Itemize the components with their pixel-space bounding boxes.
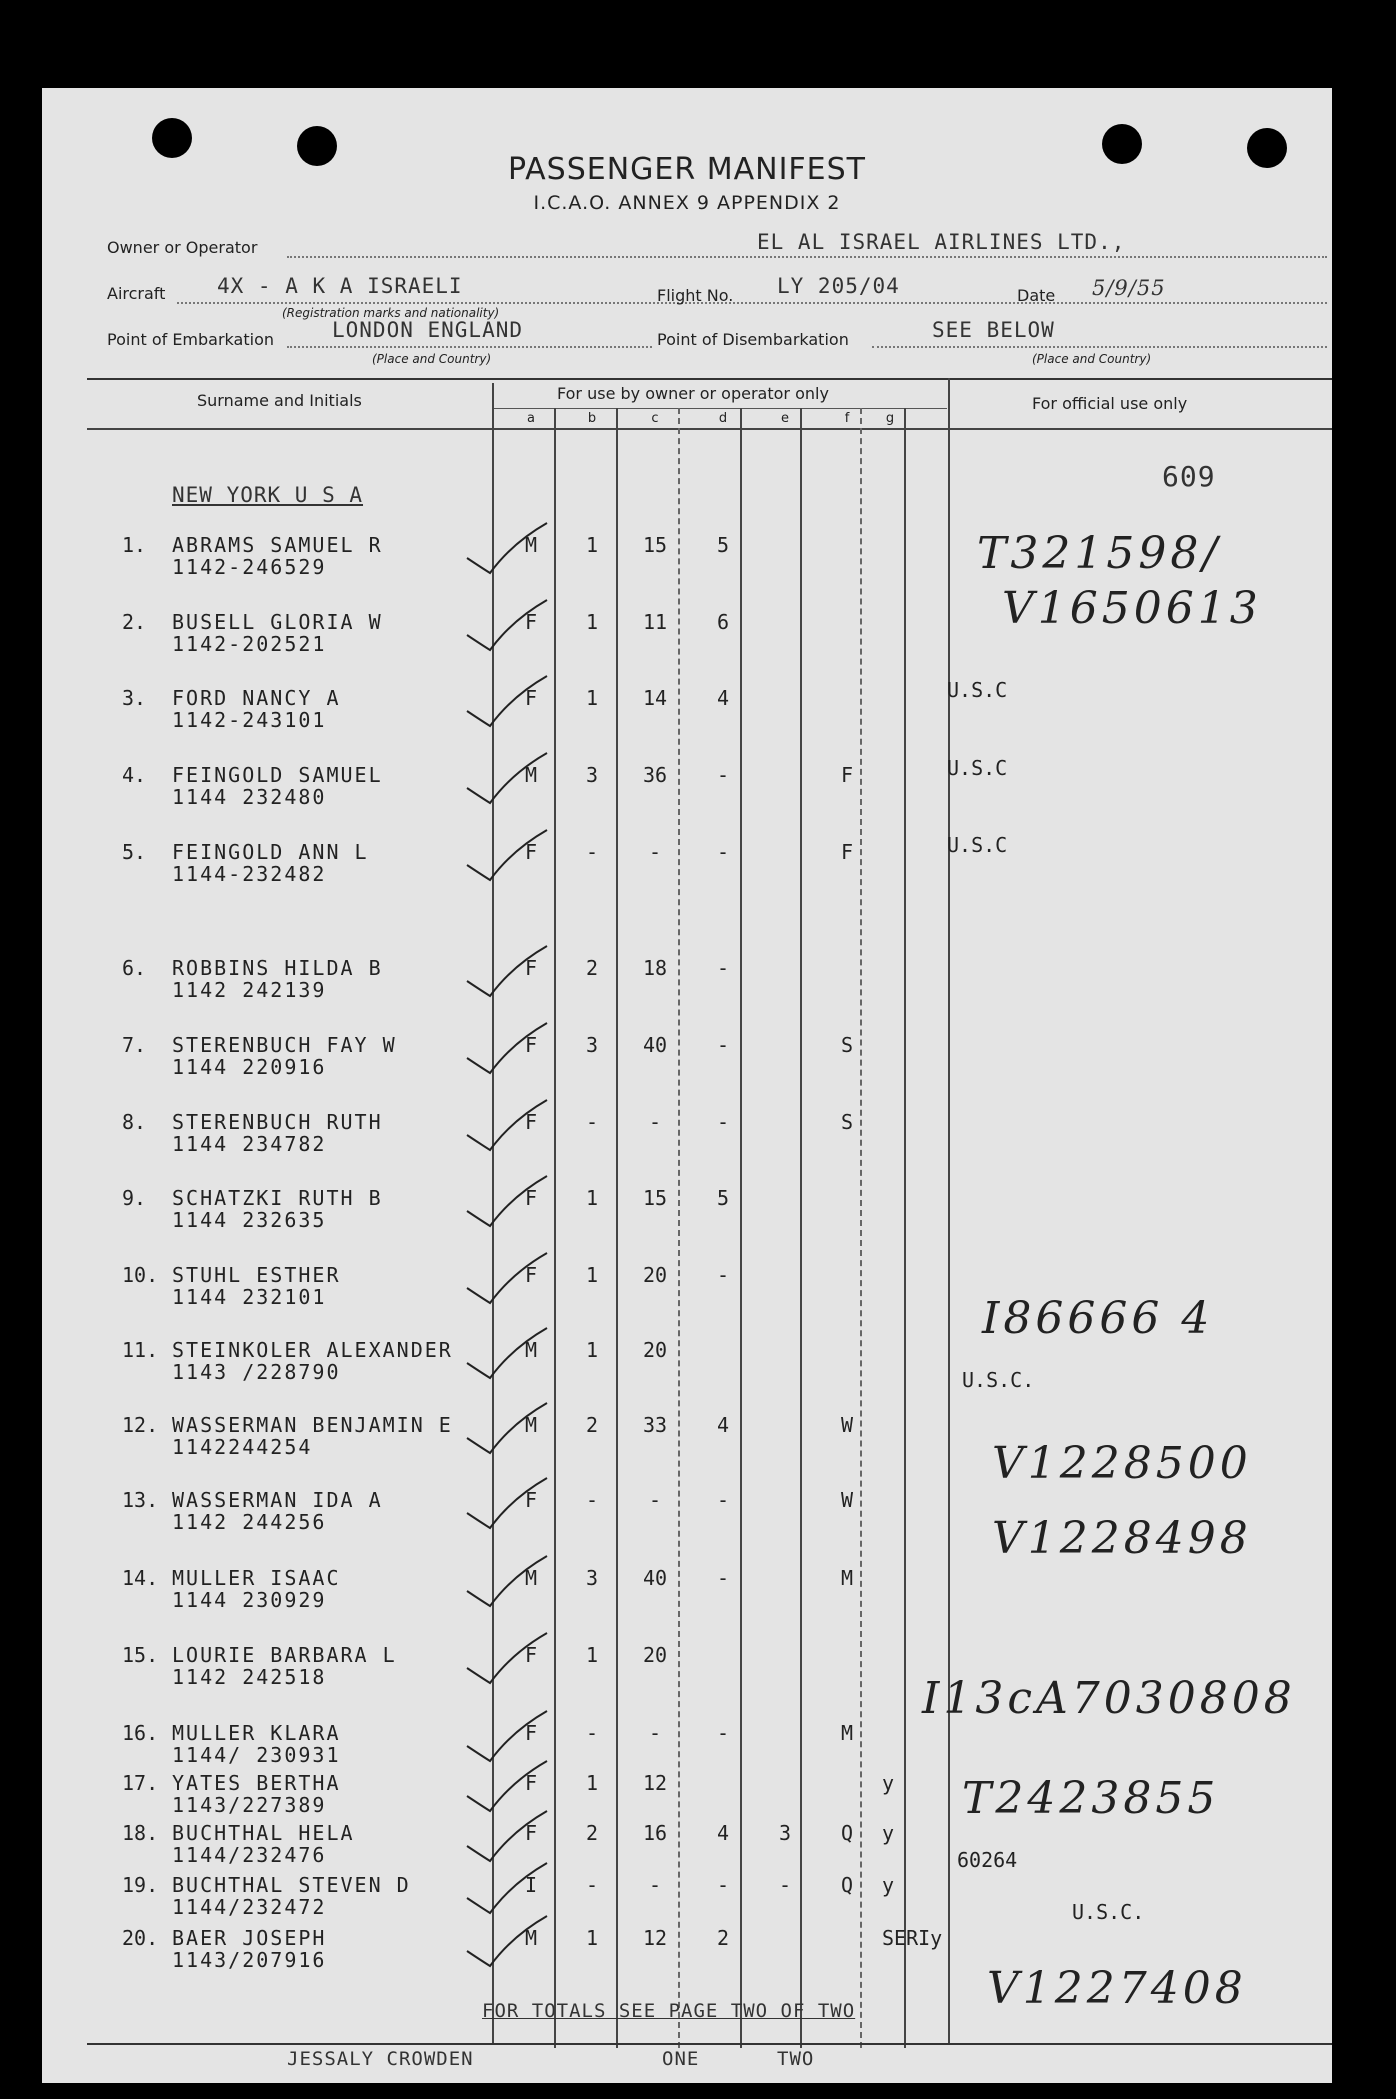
official-entry: U.S.C bbox=[947, 756, 1008, 780]
totals-note: FOR TOTALS SEE PAGE TWO OF TWO bbox=[482, 2000, 856, 2022]
cell-b: 3 bbox=[585, 1033, 599, 1057]
cell-f: S bbox=[840, 1110, 854, 1134]
cell-b: 1 bbox=[585, 1263, 599, 1287]
cell-a: F bbox=[524, 1263, 538, 1287]
check-mark-icon bbox=[462, 1323, 552, 1393]
date-label: Date bbox=[1017, 286, 1056, 305]
cell-a: F bbox=[524, 1488, 538, 1512]
passenger-name: FEINGOLD ANN L bbox=[172, 840, 369, 864]
cell-a: F bbox=[524, 1033, 538, 1057]
cell-a: M bbox=[524, 1338, 538, 1362]
column-letter-g: g bbox=[885, 411, 895, 426]
column-letter-d: d bbox=[718, 411, 728, 426]
cell-d: - bbox=[716, 763, 730, 787]
cell-d: - bbox=[716, 1033, 730, 1057]
passport-number: 1144 234782 bbox=[172, 1132, 327, 1156]
check-mark-icon bbox=[462, 748, 552, 818]
cell-c: - bbox=[648, 840, 662, 864]
embark-dotted-line bbox=[287, 346, 652, 348]
cell-f: F bbox=[840, 763, 854, 787]
row-number: 4. bbox=[122, 763, 147, 787]
owner-use-column-header: For use by owner or operator only bbox=[557, 384, 829, 403]
official-entry: U.S.C bbox=[947, 833, 1008, 857]
cell-g: y bbox=[882, 1771, 895, 1795]
disembark-dotted-line bbox=[872, 346, 1327, 348]
cell-d: 5 bbox=[716, 1186, 730, 1210]
cell-b: 1 bbox=[585, 610, 599, 634]
passenger-name: BUCHTHAL STEVEN D bbox=[172, 1873, 411, 1897]
cell-f: F bbox=[840, 840, 854, 864]
passenger-name: MULLER ISAAC bbox=[172, 1566, 341, 1590]
row-number: 7. bbox=[122, 1033, 147, 1057]
cell-a: M bbox=[524, 1566, 538, 1590]
cell-c: 18 bbox=[642, 956, 668, 980]
official-entry: U.S.C. bbox=[1072, 1900, 1145, 1924]
row-number: 18. bbox=[122, 1821, 159, 1845]
table-row bbox=[42, 763, 1332, 833]
passenger-name: BUSELL GLORIA W bbox=[172, 610, 383, 634]
cell-b: 1 bbox=[585, 533, 599, 557]
disembark-value: SEE BELOW bbox=[932, 318, 1055, 342]
aircraft-note: (Registration marks and nationality) bbox=[282, 306, 500, 320]
cell-a: F bbox=[524, 1821, 538, 1845]
cell-g: y bbox=[882, 1873, 895, 1897]
table-top-rule bbox=[87, 378, 1332, 380]
cell-d: - bbox=[716, 956, 730, 980]
table-row bbox=[42, 1186, 1332, 1256]
check-mark-icon bbox=[462, 1911, 552, 1981]
cell-b: 3 bbox=[585, 1566, 599, 1590]
official-entry-handwritten: V1228498 bbox=[992, 1513, 1252, 1564]
passenger-name: FORD NANCY A bbox=[172, 686, 341, 710]
passenger-name: MULLER KLARA bbox=[172, 1721, 341, 1745]
cell-c: 12 bbox=[642, 1771, 668, 1795]
passport-number: 1144/232476 bbox=[172, 1843, 327, 1867]
official-entry: 60264 bbox=[957, 1848, 1018, 1872]
cell-d: - bbox=[716, 1873, 730, 1897]
bottom-rule bbox=[87, 2043, 1332, 2045]
table-row bbox=[42, 1110, 1332, 1180]
cell-b: 3 bbox=[585, 763, 599, 787]
cell-a: F bbox=[524, 1643, 538, 1667]
passenger-name: BUCHTHAL HELA bbox=[172, 1821, 355, 1845]
official-entry-handwritten: V1650613 bbox=[1002, 583, 1262, 634]
cell-a: F bbox=[524, 1771, 538, 1795]
cell-f: M bbox=[840, 1566, 854, 1590]
check-mark-icon bbox=[462, 1473, 552, 1543]
check-mark-icon bbox=[462, 941, 552, 1011]
cell-c: 20 bbox=[642, 1263, 668, 1287]
cell-b: - bbox=[585, 1110, 599, 1134]
passport-number: 1142 242518 bbox=[172, 1665, 327, 1689]
cell-d: - bbox=[716, 840, 730, 864]
row-number: 6. bbox=[122, 956, 147, 980]
cell-a: I bbox=[524, 1873, 538, 1897]
cell-e: 3 bbox=[778, 1821, 792, 1845]
manifest-page bbox=[42, 88, 1332, 2083]
row-number: 14. bbox=[122, 1566, 159, 1590]
passport-number: 1142244254 bbox=[172, 1435, 313, 1459]
cell-b: 1 bbox=[585, 1186, 599, 1210]
check-mark-icon bbox=[462, 518, 552, 588]
cell-d: - bbox=[716, 1488, 730, 1512]
table-row bbox=[42, 840, 1332, 910]
flight-label: Flight No. bbox=[657, 286, 734, 305]
row-number: 1. bbox=[122, 533, 147, 557]
table-row bbox=[42, 686, 1332, 756]
official-entry-handwritten: T321598/ bbox=[977, 528, 1222, 579]
passport-number: 1144/ 230931 bbox=[172, 1743, 341, 1767]
cell-a: F bbox=[524, 840, 538, 864]
passenger-name: STERENBUCH FAY W bbox=[172, 1033, 397, 1057]
passport-number: 1143 /228790 bbox=[172, 1360, 341, 1384]
cell-d: 4 bbox=[716, 1821, 730, 1845]
cell-a: F bbox=[524, 610, 538, 634]
cell-c: 36 bbox=[642, 763, 668, 787]
footer-left-text: JESSALY CROWDEN bbox=[287, 2048, 474, 2070]
cell-a: F bbox=[524, 1721, 538, 1745]
footer-mid-text: ONE bbox=[662, 2048, 700, 2070]
cell-a: M bbox=[524, 763, 538, 787]
cell-a: M bbox=[524, 533, 538, 557]
cell-c: 11 bbox=[642, 610, 668, 634]
cell-d: 5 bbox=[716, 533, 730, 557]
check-mark-icon bbox=[462, 1171, 552, 1241]
cell-b: 2 bbox=[585, 1821, 599, 1845]
column-letter-c: c bbox=[651, 411, 659, 426]
owner-dotted-line bbox=[287, 256, 1327, 258]
passport-number: 1144/232472 bbox=[172, 1895, 327, 1919]
passenger-name: WASSERMAN BENJAMIN E bbox=[172, 1413, 453, 1437]
row-number: 13. bbox=[122, 1488, 159, 1512]
cell-d: 2 bbox=[716, 1926, 730, 1950]
owner-label: Owner or Operator bbox=[107, 238, 258, 257]
cell-c: - bbox=[648, 1873, 662, 1897]
page-title: PASSENGER MANIFEST bbox=[507, 152, 867, 187]
passenger-name: YATES BERTHA bbox=[172, 1771, 341, 1795]
disembark-label: Point of Disembarkation bbox=[657, 330, 849, 349]
table-row bbox=[42, 1566, 1332, 1636]
official-entry: U.S.C bbox=[947, 678, 1008, 702]
owner-value: EL AL ISRAEL AIRLINES LTD., bbox=[757, 230, 1126, 254]
cell-f: W bbox=[840, 1413, 854, 1437]
cell-c: 20 bbox=[642, 1338, 668, 1362]
passport-number: 1144 230929 bbox=[172, 1588, 327, 1612]
row-number: 15. bbox=[122, 1643, 159, 1667]
cell-b: - bbox=[585, 1873, 599, 1897]
cell-a: F bbox=[524, 956, 538, 980]
cell-c: 12 bbox=[642, 1926, 668, 1950]
destination-heading: NEW YORK U S A bbox=[172, 483, 364, 507]
cell-b: 1 bbox=[585, 1926, 599, 1950]
passenger-name: LOURIE BARBARA L bbox=[172, 1643, 397, 1667]
cell-f: W bbox=[840, 1488, 854, 1512]
footer-mid-text-2: TWO bbox=[777, 2048, 815, 2070]
row-number: 10. bbox=[122, 1263, 159, 1287]
table-row bbox=[42, 1338, 1332, 1408]
row-number: 12. bbox=[122, 1413, 159, 1437]
cell-f: Q bbox=[840, 1873, 854, 1897]
passenger-name: ABRAMS SAMUEL R bbox=[172, 533, 383, 557]
passport-number: 1144 232635 bbox=[172, 1208, 327, 1232]
row-number: 19. bbox=[122, 1873, 159, 1897]
row-number: 2. bbox=[122, 610, 147, 634]
passenger-name: BAER JOSEPH bbox=[172, 1926, 327, 1950]
cell-d: 6 bbox=[716, 610, 730, 634]
disembark-note: (Place and Country) bbox=[1032, 352, 1152, 366]
passport-number: 1144 232480 bbox=[172, 785, 327, 809]
cell-d: - bbox=[716, 1110, 730, 1134]
official-entry-handwritten: V1228500 bbox=[992, 1438, 1252, 1489]
cell-c: - bbox=[648, 1110, 662, 1134]
cell-c: 14 bbox=[642, 686, 668, 710]
page-number: 609 bbox=[1162, 460, 1216, 493]
table-row bbox=[42, 1033, 1332, 1103]
cell-c: 15 bbox=[642, 1186, 668, 1210]
cell-e: - bbox=[778, 1873, 792, 1897]
aircraft-label: Aircraft bbox=[107, 284, 166, 303]
passenger-name: STERENBUCH RUTH bbox=[172, 1110, 383, 1134]
official-entry-handwritten: I86666 4 bbox=[982, 1293, 1214, 1344]
cell-d: - bbox=[716, 1566, 730, 1590]
row-number: 5. bbox=[122, 840, 147, 864]
cell-d: - bbox=[716, 1721, 730, 1745]
row-number: 11. bbox=[122, 1338, 159, 1362]
cell-b: 1 bbox=[585, 1643, 599, 1667]
passport-number: 1142-243101 bbox=[172, 708, 327, 732]
row-number: 9. bbox=[122, 1186, 147, 1210]
passport-number: 1144-232482 bbox=[172, 862, 327, 886]
embark-label: Point of Embarkation bbox=[107, 330, 274, 349]
official-entry-handwritten: I13cA7030808 bbox=[922, 1673, 1296, 1724]
column-letter-b: b bbox=[587, 411, 597, 426]
check-mark-icon bbox=[462, 1248, 552, 1318]
cell-c: 40 bbox=[642, 1566, 668, 1590]
cell-f: S bbox=[840, 1033, 854, 1057]
passport-number: 1144 232101 bbox=[172, 1285, 327, 1309]
cell-b: 2 bbox=[585, 956, 599, 980]
passenger-name: SCHATZKI RUTH B bbox=[172, 1186, 383, 1210]
passport-number: 1142-246529 bbox=[172, 555, 327, 579]
cell-a: F bbox=[524, 686, 538, 710]
cell-c: 20 bbox=[642, 1643, 668, 1667]
cell-d: 4 bbox=[716, 686, 730, 710]
table-row bbox=[42, 956, 1332, 1026]
cell-b: 1 bbox=[585, 1771, 599, 1795]
cell-a: F bbox=[524, 1110, 538, 1134]
cell-a: M bbox=[524, 1926, 538, 1950]
row-number: 3. bbox=[122, 686, 147, 710]
cell-a: M bbox=[524, 1413, 538, 1437]
flight-value: LY 205/04 bbox=[777, 274, 900, 298]
cell-b: - bbox=[585, 1488, 599, 1512]
date-value: 5/9/55 bbox=[1092, 276, 1166, 300]
check-mark-icon bbox=[462, 1398, 552, 1468]
letters-rule bbox=[492, 408, 947, 409]
page-subtitle: I.C.A.O. ANNEX 9 APPENDIX 2 bbox=[533, 192, 841, 214]
cell-g: y bbox=[882, 1821, 895, 1845]
passenger-name: FEINGOLD SAMUEL bbox=[172, 763, 383, 787]
cell-c: - bbox=[648, 1721, 662, 1745]
cell-d: 4 bbox=[716, 1413, 730, 1437]
official-entry-handwritten: T2423855 bbox=[962, 1773, 1220, 1824]
passenger-name: ROBBINS HILDA B bbox=[172, 956, 383, 980]
cell-d: - bbox=[716, 1263, 730, 1287]
cell-b: 2 bbox=[585, 1413, 599, 1437]
passport-number: 1142-202521 bbox=[172, 632, 327, 656]
official-entry: U.S.C. bbox=[962, 1368, 1035, 1392]
row-number: 8. bbox=[122, 1110, 147, 1134]
cell-f: Q bbox=[840, 1821, 854, 1845]
cell-c: 33 bbox=[642, 1413, 668, 1437]
cell-b: - bbox=[585, 1721, 599, 1745]
column-letter-f: f bbox=[844, 411, 850, 426]
cell-a: F bbox=[524, 1186, 538, 1210]
cell-b: - bbox=[585, 840, 599, 864]
cell-f: M bbox=[840, 1721, 854, 1745]
embark-note: (Place and Country) bbox=[372, 352, 492, 366]
cell-c: 16 bbox=[642, 1821, 668, 1845]
cell-g: SERIy bbox=[882, 1926, 943, 1950]
check-mark-icon bbox=[462, 1018, 552, 1088]
official-use-column-header: For official use only bbox=[1032, 394, 1188, 413]
passenger-name: WASSERMAN IDA A bbox=[172, 1488, 383, 1512]
passport-number: 1142 242139 bbox=[172, 978, 327, 1002]
official-entry-handwritten: V1227408 bbox=[987, 1963, 1247, 2014]
column-letter-a: a bbox=[527, 411, 535, 426]
check-mark-icon bbox=[462, 825, 552, 895]
surname-column-header: Surname and Initials bbox=[197, 391, 362, 410]
cell-b: 1 bbox=[585, 1338, 599, 1362]
row-number: 16. bbox=[122, 1721, 159, 1745]
embark-value: LONDON ENGLAND bbox=[332, 318, 524, 342]
passenger-name: STUHL ESTHER bbox=[172, 1263, 341, 1287]
aircraft-value: 4X - A K A ISRAELI bbox=[217, 274, 463, 298]
cell-c: 15 bbox=[642, 533, 668, 557]
cell-c: - bbox=[648, 1488, 662, 1512]
row-number: 20. bbox=[122, 1926, 159, 1950]
check-mark-icon bbox=[462, 1628, 552, 1698]
passport-number: 1143/227389 bbox=[172, 1793, 327, 1817]
check-mark-icon bbox=[462, 595, 552, 665]
check-mark-icon bbox=[462, 1095, 552, 1165]
row-number: 17. bbox=[122, 1771, 159, 1795]
passport-number: 1142 244256 bbox=[172, 1510, 327, 1534]
passport-number: 1143/207916 bbox=[172, 1948, 327, 1972]
passenger-name: STEINKOLER ALEXANDER bbox=[172, 1338, 453, 1362]
cell-c: 40 bbox=[642, 1033, 668, 1057]
table-header-rule bbox=[87, 428, 1332, 430]
cell-b: 1 bbox=[585, 686, 599, 710]
check-mark-icon bbox=[462, 1551, 552, 1621]
column-letter-e: e bbox=[781, 411, 789, 426]
check-mark-icon bbox=[462, 671, 552, 741]
passport-number: 1144 220916 bbox=[172, 1055, 327, 1079]
aircraft-dotted-line bbox=[177, 302, 1327, 304]
